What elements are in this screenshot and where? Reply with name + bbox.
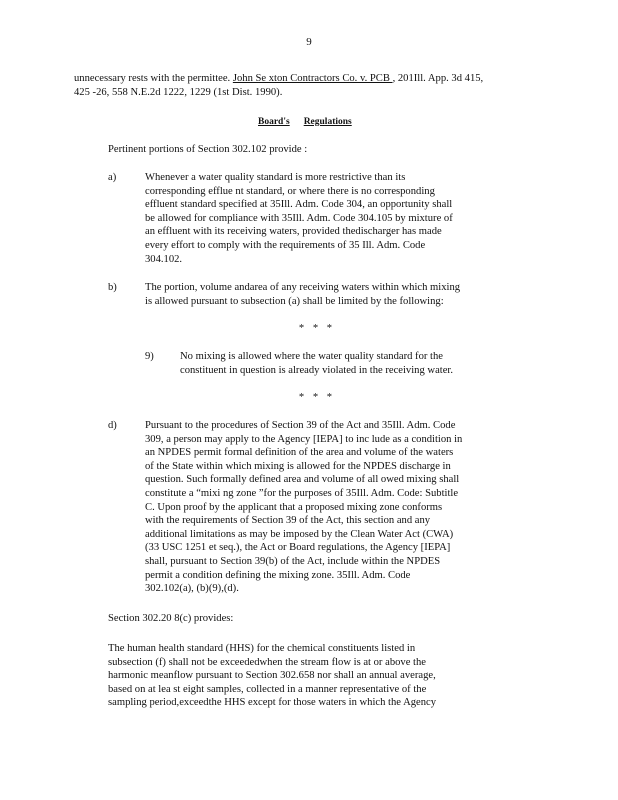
final-paragraph bbox=[108, 642, 528, 710]
intro-line-2: 425 -26, 558 N.E.2d 1222, 1229 (1st Dist. 1990). bbox=[74, 86, 283, 98]
text-line: every effort to comply with the requirements of 35 Ill. Adm. Code bbox=[145, 239, 426, 251]
text-line: (33 USC 1251 et seq.), the Act or Board regulations, the Agency [IEPA] bbox=[145, 542, 451, 554]
text-line: corresponding efflue nt standard, or where there is no corresponding bbox=[145, 185, 435, 197]
heading-part-2: Regulations bbox=[303, 117, 352, 127]
item-a-text bbox=[145, 171, 525, 266]
text-line: of the State within which mixing is allowed for the NPDES discharge in bbox=[145, 460, 451, 472]
text-line: Pursuant to the procedures of Section 39 of the Act and 35Ill. Adm. Code bbox=[145, 420, 456, 431]
intro-text: , 201Ill. App. 3d 415, bbox=[392, 73, 484, 84]
text-line: 304.102. bbox=[145, 253, 183, 265]
lead-sentence: Pertinent portions of Section 302.102 provide : bbox=[108, 144, 308, 155]
ellipsis-stars: * * * bbox=[298, 392, 336, 403]
item-d-label: d) bbox=[108, 420, 117, 431]
text-line: question. Such formally defined area and volume of all owed mixing shall bbox=[145, 474, 460, 486]
text-line: subsection (f) shall not be exceededwhen the stream flow is at or above the bbox=[108, 656, 426, 668]
item-9-label: 9) bbox=[145, 351, 154, 362]
text-line: with the requirements of Section 39 of the Act, this section and any bbox=[145, 515, 431, 527]
text-line: be allowed for compliance with 35Ill. Adm. Code 304.105 by mixture of bbox=[145, 212, 453, 224]
text-line: constituent in question is already violated in the receiving water. bbox=[180, 364, 454, 376]
item-d-text bbox=[145, 419, 525, 596]
text-line: The portion, volume andarea of any receiving waters within which mixing bbox=[145, 282, 461, 293]
item-a-label: a) bbox=[108, 172, 117, 183]
text-line: additional limitations as may be imposed by the Clean Water Act (CWA) bbox=[145, 528, 454, 540]
text-line: based on at lea st eight samples, collected in a manner representative of the bbox=[108, 683, 427, 695]
page-number: 9 bbox=[306, 36, 312, 48]
item-b-text bbox=[145, 281, 525, 308]
section-heading bbox=[258, 116, 374, 130]
item-9-text bbox=[180, 350, 520, 377]
text-line: The human health standard (HHS) for the chemical constituents listed in bbox=[108, 643, 416, 654]
intro-line-1 bbox=[74, 72, 544, 86]
ellipsis-stars: * * * bbox=[298, 323, 336, 334]
text-line: constitute a “mixi ng zone ”for the purposes of 35Ill. Adm. Code: Subtitle bbox=[145, 487, 459, 499]
text-line: an effluent with its receiving waters, provided thedischarger has made bbox=[145, 226, 442, 238]
case-citation: John Se xton Contractors Co. v. PCB bbox=[232, 73, 393, 84]
intro-paragraph bbox=[74, 72, 544, 99]
text-line: 309, a person may apply to the Agency [IEPA] to inc lude as a condition in bbox=[145, 433, 463, 445]
text-line: shall, pursuant to Section 39(b) of the Act, include within the NPDES bbox=[145, 555, 441, 567]
text-line: 302.102(a), (b)(9),(d). bbox=[145, 583, 239, 595]
text-line: effluent standard specified at 35Ill. Adm. Code 304, an opportunity shall bbox=[145, 199, 453, 211]
text-line: C. Upon proof by the applicant that a proposed mixing zone conforms bbox=[145, 501, 443, 513]
text-line: permit a condition defining the mixing zone. 35Ill. Adm. Code bbox=[145, 569, 411, 581]
intro-text: unnecessary rests with the permittee. bbox=[74, 73, 233, 84]
text-line: sampling period,exceedthe HHS except for those waters in which the Agency bbox=[108, 697, 437, 709]
section-302-208-line: Section 302.20 8(c) provides: bbox=[108, 613, 234, 624]
item-b-label: b) bbox=[108, 282, 117, 293]
text-line: No mixing is allowed where the water quality standard for the bbox=[180, 351, 444, 362]
text-line: is allowed pursuant to subsection (a) shall be limited by the following: bbox=[145, 295, 444, 307]
text-line: Whenever a water quality standard is more restrictive than its bbox=[145, 172, 406, 183]
text-line: an NPDES permit formal definition of the area and volume of the waters bbox=[145, 447, 454, 459]
text-line: harmonic meanflow pursuant to Section 302.658 nor shall an annual average, bbox=[108, 670, 436, 682]
heading-part-1: Board's bbox=[258, 117, 290, 127]
